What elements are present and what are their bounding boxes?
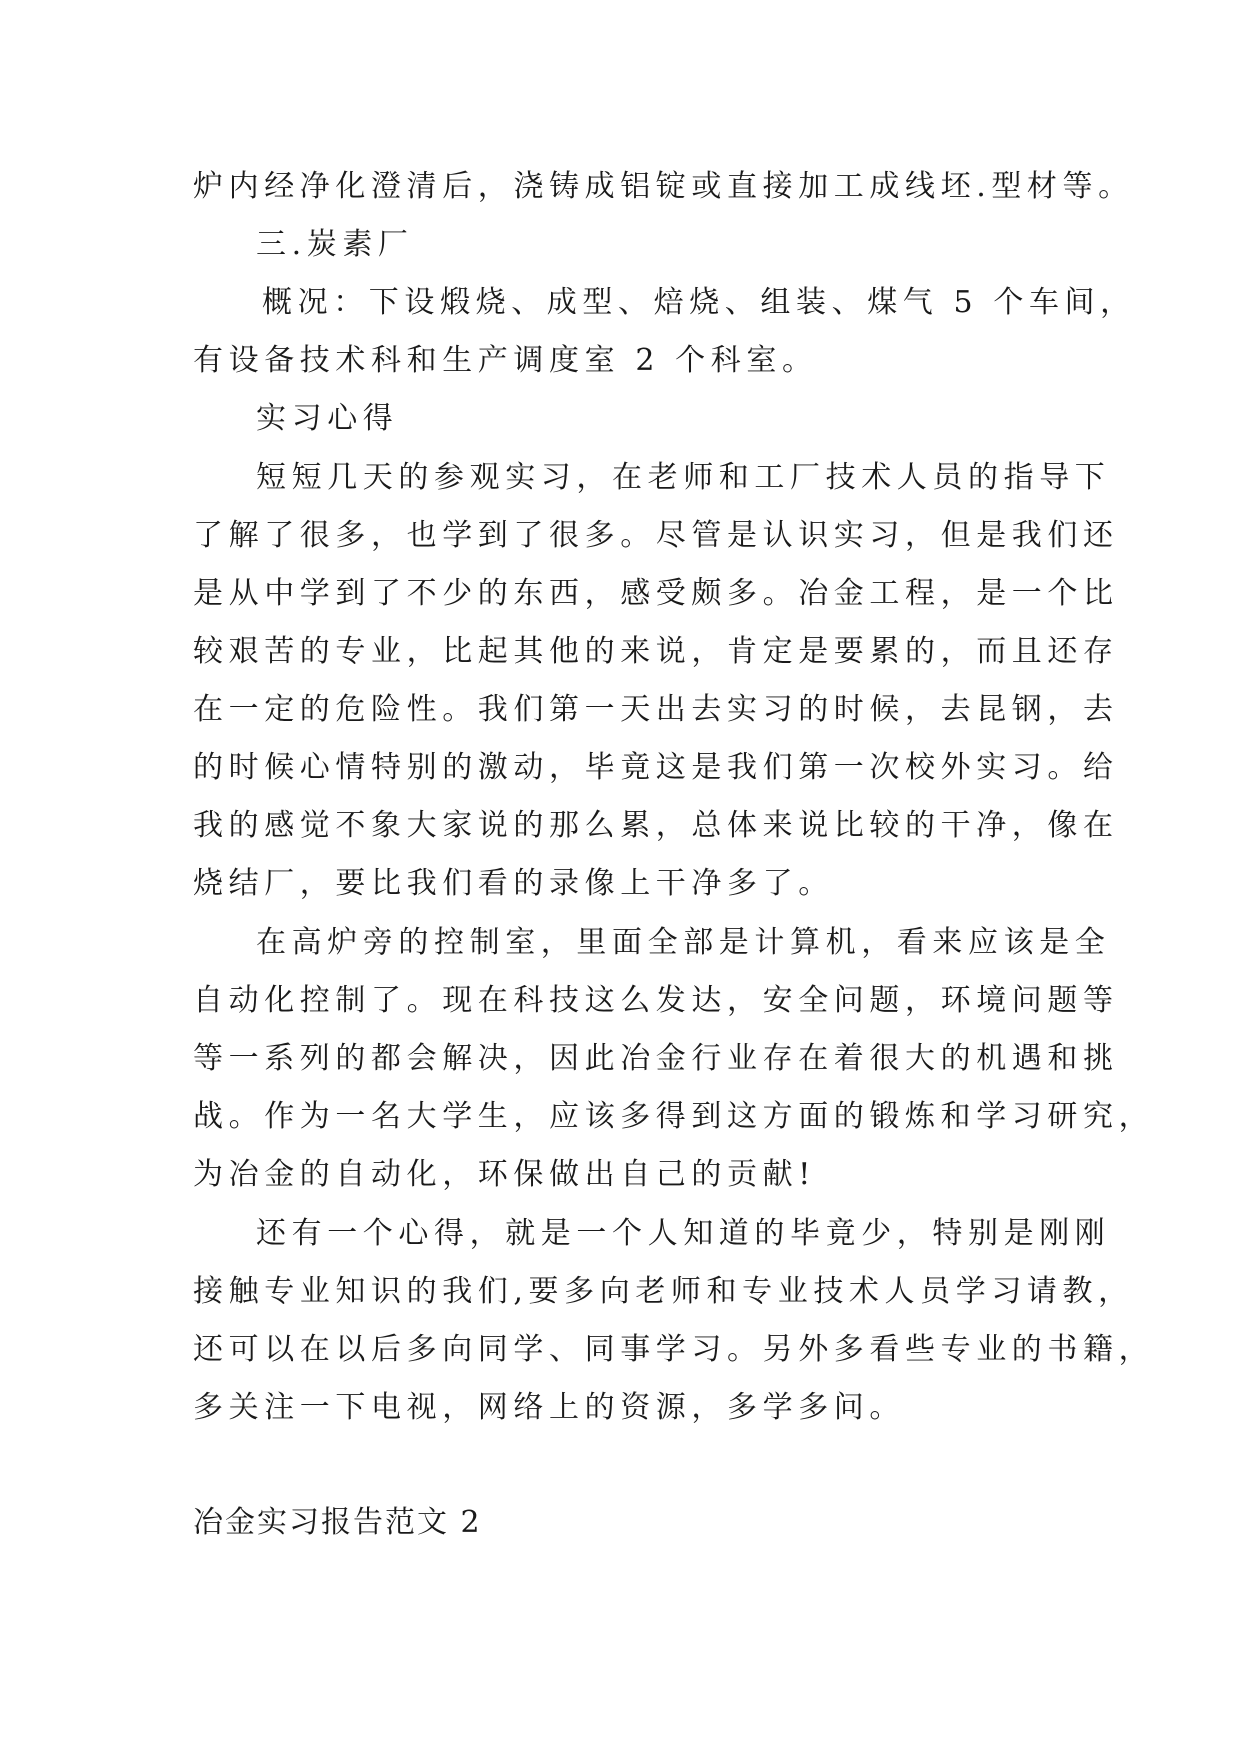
paragraph-line: 烧结厂，要比我们看的录像上干净多了。 <box>193 866 834 901</box>
paragraph-line: 接触专业知识的我们,要多向老师和专业技术人员学习请教， <box>193 1274 1134 1309</box>
paragraph-line: 还有一个心得，就是一个人知道的毕竟少，特别是刚刚 <box>256 1216 1111 1251</box>
next-section-title: 冶金实习报告范文 2 <box>193 1505 482 1540</box>
paragraph-line: 自动化控制了。现在科技这么发达，安全问题，环境问题等 <box>193 983 1119 1018</box>
paragraph-line: 概况：下设煅烧、成型、焙烧、组装、煤气 5 个车间， <box>262 285 1136 320</box>
paragraph-line: 等一系列的都会解决，因此冶金行业存在着很大的机遇和挑 <box>193 1041 1119 1076</box>
paragraph-line: 战。作为一名大学生，应该多得到这方面的锻炼和学习研究， <box>193 1099 1155 1134</box>
paragraph-line: 还可以在以后多向同学、同事学习。另外多看些专业的书籍， <box>193 1332 1155 1367</box>
paragraph-line: 我的感觉不象大家说的那么累，总体来说比较的干净，像在 <box>193 808 1119 843</box>
paragraph-line: 的时候心情特别的激动，毕竟这是我们第一次校外实习。给 <box>193 750 1119 785</box>
section-heading: 三.炭素厂 <box>256 227 414 262</box>
paragraph-line: 较艰苦的专业，比起其他的来说，肯定是要累的，而且还存 <box>193 634 1119 669</box>
paragraph-line: 是从中学到了不少的东西，感受颇多。冶金工程，是一个比 <box>193 576 1119 611</box>
paragraph-line: 有设备技术科和生产调度室 2 个科室。 <box>193 343 818 378</box>
section-heading: 实习心得 <box>256 401 399 436</box>
paragraph-line: 多关注一下电视，网络上的资源，多学多问。 <box>193 1390 905 1425</box>
paragraph-line: 了解了很多，也学到了很多。尽管是认识实习，但是我们还 <box>193 518 1119 553</box>
paragraph-line: 在一定的危险性。我们第一天出去实习的时候，去昆钢，去 <box>193 692 1119 727</box>
paragraph-line: 在高炉旁的控制室，里面全部是计算机，看来应该是全 <box>256 925 1111 960</box>
paragraph-line: 炉内经净化澄清后，浇铸成铝锭或直接加工成线坯.型材等。 <box>193 169 1134 204</box>
paragraph-line: 为冶金的自动化，环保做出自己的贡献! <box>193 1157 816 1192</box>
paragraph-line: 短短几天的参观实习，在老师和工厂技术人员的指导下 <box>256 460 1111 495</box>
